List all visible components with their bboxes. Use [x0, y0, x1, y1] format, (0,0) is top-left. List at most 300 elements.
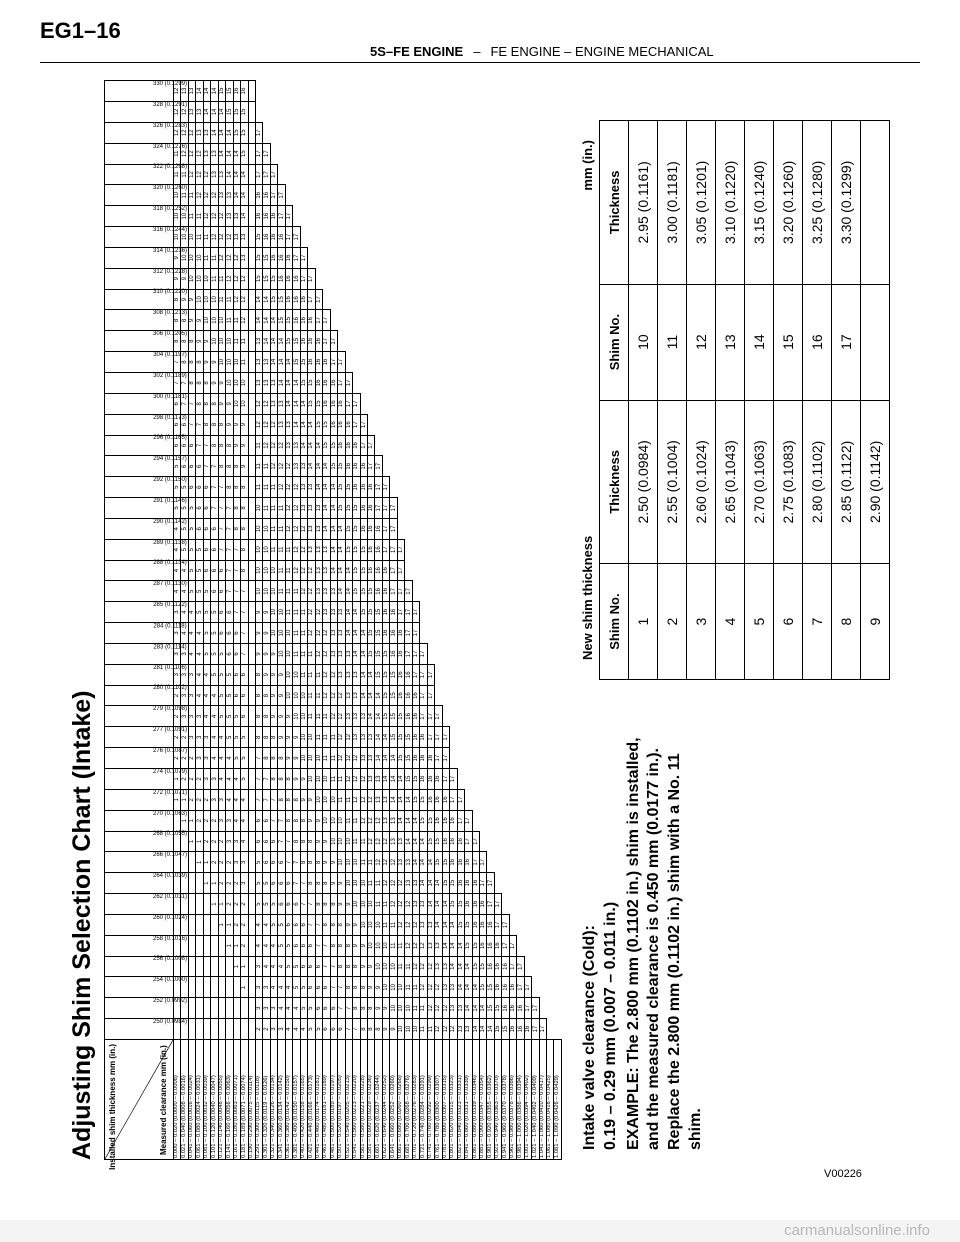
shim-cell: 5 [181, 498, 188, 519]
shim-cell: 4 [174, 518, 181, 539]
shim-cell [472, 664, 479, 685]
shim-cell: 16 [367, 518, 374, 539]
shim-cell [457, 435, 464, 456]
shim-cell: 10 [390, 998, 397, 1019]
shim-cell [345, 122, 352, 143]
shim-cell [502, 331, 509, 352]
installed-col-label: 274 (0.1079) [152, 768, 188, 775]
shim-cell: 3 [203, 748, 210, 769]
shim-cell [367, 81, 374, 102]
shim-cell: 3 [196, 727, 203, 748]
shim-cell: 6 [308, 956, 315, 977]
table-row [509, 81, 516, 1160]
shim-cell: 5 [226, 706, 233, 727]
shim-cell: 12 [345, 769, 352, 790]
watermark-bar [0, 1220, 960, 1242]
shim-cell [517, 143, 524, 164]
shim-cell: 16 [293, 289, 300, 310]
shim-cell [285, 122, 292, 143]
shim-cell [293, 102, 300, 123]
shim-cell: 13 [367, 748, 374, 769]
shim-cell [524, 435, 531, 456]
shim-cell [420, 143, 427, 164]
shim-cell: 4 [203, 664, 210, 685]
shim-cell: 15 [330, 456, 337, 477]
shim-cell [412, 331, 419, 352]
shim-cell: 12 [218, 227, 225, 248]
installed-col-header [105, 643, 187, 664]
measured-row-label: 0.821 – 0.840 (0.0323 – 0.0331) [457, 1040, 464, 1160]
shim-cell [450, 664, 457, 685]
shim-cell [487, 247, 494, 268]
table-row [188, 81, 195, 1160]
shim-cell: 10 [397, 998, 404, 1019]
shim-cell: 15 [360, 602, 367, 623]
shim-cell [412, 393, 419, 414]
shim-cell: 4 [181, 602, 188, 623]
shim-cell: 16 [255, 185, 262, 206]
table-row [308, 81, 315, 1160]
shim-no: 12 [687, 284, 716, 400]
shim-cell: 2 [203, 810, 210, 831]
shim-cell: 12 [345, 727, 352, 748]
installed-col-label: 294 (0.1157) [153, 456, 187, 463]
shim-cell [450, 602, 457, 623]
shim-cell: 7 [188, 414, 195, 435]
shim-cell: 15 [487, 977, 494, 998]
installed-col-label: 296 (0.1165) [153, 435, 187, 442]
shim-cell: 13 [315, 539, 322, 560]
shim-cell: 3 [188, 727, 195, 748]
shim-cell [375, 435, 382, 456]
shim-cell: 17 [465, 810, 472, 831]
measured-row-label: 0.981 – 1.000 (0.0386 – 0.0394) [517, 1040, 524, 1160]
shim-cell: 12 [211, 227, 218, 248]
shim-cell [465, 289, 472, 310]
shim-cell [323, 247, 330, 268]
shim-cell: 13 [435, 935, 442, 956]
shim-cell: 13 [442, 956, 449, 977]
shim-cell: 9 [255, 602, 262, 623]
shim-cell [188, 852, 195, 873]
shim-cell [442, 81, 449, 102]
shim-cell [502, 122, 509, 143]
shim-cell [539, 914, 546, 935]
shim-cell: 7 [263, 789, 270, 810]
installed-col-header [105, 623, 187, 644]
shim-cell: 10 [233, 373, 240, 394]
table-row [338, 81, 345, 1160]
shim-cell: 10 [330, 831, 337, 852]
shim-cell [554, 81, 562, 102]
shim-cell: 14 [323, 518, 330, 539]
table-row [270, 81, 277, 1160]
shim-cell: 8 [181, 331, 188, 352]
table-row [465, 81, 472, 1160]
shim-cell: 3 [241, 852, 248, 873]
shim-cell: 6 [218, 602, 225, 623]
shim-cell: 14 [375, 706, 382, 727]
shim-cell [509, 810, 516, 831]
shim-cell: 15 [255, 227, 262, 248]
shim-cell: 3 [196, 706, 203, 727]
table-row [427, 81, 434, 1160]
shim-cell: 17 [375, 456, 382, 477]
shim-cell: 16 [472, 873, 479, 894]
measured-row-label: 0.521 – 0.540 (0.0205 – 0.0213) [345, 1040, 352, 1160]
shim-cell: 6 [270, 852, 277, 873]
shim-cell: 8 [233, 518, 240, 539]
shim-cell: 9 [345, 894, 352, 915]
shim-cell: 7 [285, 852, 292, 873]
shim-cell: 12 [323, 643, 330, 664]
shim-cell: 13 [353, 706, 360, 727]
shim-cell: 7 [188, 393, 195, 414]
shim-cell: 15 [308, 393, 315, 414]
shim-cell: 16 [263, 206, 270, 227]
shim-cell [539, 977, 546, 998]
shim-cell [420, 373, 427, 394]
shim-cell: 10 [211, 289, 218, 310]
shim-cell: 15 [382, 643, 389, 664]
shim-cell: 12 [285, 518, 292, 539]
shim-cell [196, 935, 203, 956]
installed-col-header [105, 998, 188, 1019]
shim-cell: 7 [255, 769, 262, 790]
shim-cell: 5 [308, 998, 315, 1019]
shim-cell [390, 268, 397, 289]
shim-cell [360, 227, 367, 248]
shim-cell [397, 373, 404, 394]
shim-cell [509, 185, 516, 206]
shim-cell: 16 [360, 456, 367, 477]
shim-cell: 12 [263, 435, 270, 456]
example-text: EXAMPLE: The 2.800 mm (0.1102 in.) shim is installed, and the measured clearance is 0.450 mm (0.0177 in.). Replace the 2.800 mm (0.1102 in.) shim with a No. 11 shim. [624, 737, 704, 1150]
shim-cell [465, 268, 472, 289]
shim-cell: 6 [196, 477, 203, 498]
shim-cell: 6 [270, 831, 277, 852]
shim-cell: 12 [241, 268, 248, 289]
shim-cell: 6 [270, 873, 277, 894]
shim-cell: 4 [241, 810, 248, 831]
shim-cell [517, 414, 524, 435]
shim-cell [353, 143, 360, 164]
new-shim-row [658, 121, 687, 680]
shim-cell [196, 873, 203, 894]
shim-cell: 13 [270, 393, 277, 414]
shim-cell [405, 206, 412, 227]
shim-cell: 13 [465, 1019, 472, 1040]
shim-thickness: 2.70 (0.1063) [745, 400, 774, 564]
shim-cell: 13 [457, 1019, 464, 1040]
shim-cell [547, 685, 554, 706]
shim-cell: 14 [278, 373, 285, 394]
shim-cell: 17 [390, 560, 397, 581]
shim-cell: 7 [278, 810, 285, 831]
shim-cell: 8 [345, 956, 352, 977]
shim-cell [547, 456, 554, 477]
shim-cell: 16 [285, 268, 292, 289]
shim-cell [524, 810, 531, 831]
shim-cell [248, 998, 255, 1019]
shim-cell [487, 539, 494, 560]
shim-cell: 10 [255, 560, 262, 581]
shim-cell: 10 [278, 623, 285, 644]
installed-col-header [105, 789, 188, 810]
shim-cell: 4 [181, 623, 188, 644]
shim-cell [420, 414, 427, 435]
shim-cell [524, 456, 531, 477]
shim-cell [509, 122, 516, 143]
shim-cell: 6 [181, 435, 188, 456]
measured-row-label: 0.661 – 0.680 (0.0260 – 0.0268) [397, 1040, 404, 1160]
shim-cell [457, 581, 464, 602]
shim-cell [547, 852, 554, 873]
shim-cell: 13 [330, 602, 337, 623]
table-row [382, 81, 389, 1160]
shim-cell [465, 81, 472, 102]
shim-cell: 6 [315, 998, 322, 1019]
shim-cell: 10 [293, 706, 300, 727]
shim-cell [315, 102, 322, 123]
shim-cell: 4 [211, 727, 218, 748]
shim-cell: 7 [218, 518, 225, 539]
shim-cell: 11 [255, 477, 262, 498]
shim-cell: 11 [285, 560, 292, 581]
shim-cell: 12 [233, 268, 240, 289]
shim-cell [360, 289, 367, 310]
shim-cell [554, 539, 562, 560]
shim-cell: 5 [174, 498, 181, 519]
installed-col-label: 312 (0.1228) [152, 268, 188, 275]
shim-cell: 4 [211, 706, 218, 727]
shim-cell [188, 1019, 195, 1040]
shim-cell: 9 [226, 393, 233, 414]
table-row [397, 81, 404, 1160]
shim-cell [539, 289, 546, 310]
shim-cell [248, 247, 255, 268]
shim-cell [285, 102, 292, 123]
shim-cell [554, 373, 562, 394]
shim-cell: 6 [188, 435, 195, 456]
shim-cell [353, 268, 360, 289]
shim-cell: 5 [233, 706, 240, 727]
shim-cell: 5 [203, 581, 210, 602]
shim-cell: 8 [203, 414, 210, 435]
shim-cell: 13 [285, 435, 292, 456]
shim-cell [539, 560, 546, 581]
shim-cell [532, 706, 539, 727]
installed-col-header [105, 560, 187, 581]
installed-col-header [105, 852, 188, 873]
shim-cell [554, 664, 562, 685]
shim-cell: 10 [338, 852, 345, 873]
shim-cell: 13 [353, 664, 360, 685]
shim-cell [547, 122, 554, 143]
shim-cell: 16 [300, 331, 307, 352]
shim-cell: 7 [226, 560, 233, 581]
shim-cell [547, 873, 554, 894]
shim-cell: 8 [263, 748, 270, 769]
shim-cell [412, 518, 419, 539]
shim-cell: 8 [315, 873, 322, 894]
shim-cell [397, 164, 404, 185]
shim-cell: 8 [218, 414, 225, 435]
shim-cell [547, 143, 554, 164]
shim-cell: 12 [300, 581, 307, 602]
shim-cell: 11 [300, 602, 307, 623]
shim-cell: 6 [241, 664, 248, 685]
shim-cell: 5 [196, 602, 203, 623]
shim-cell: 13 [300, 456, 307, 477]
shim-cell: 14 [345, 623, 352, 644]
shim-cell [442, 310, 449, 331]
shim-cell: 2 [181, 769, 188, 790]
shim-cell: 13 [412, 894, 419, 915]
installed-col-header [105, 477, 187, 498]
shim-cell: 7 [218, 477, 225, 498]
shim-cell: 8 [241, 477, 248, 498]
shim-cell: 5 [255, 894, 262, 915]
shim-cell [308, 247, 315, 268]
shim-cell: 16 [360, 477, 367, 498]
shim-cell: 1 [226, 935, 233, 956]
shim-cell: 12 [211, 206, 218, 227]
shim-cell: 15 [345, 518, 352, 539]
table-row [524, 81, 531, 1160]
shim-cell: 10 [241, 393, 248, 414]
shim-cell [494, 518, 501, 539]
shim-cell [472, 518, 479, 539]
shim-cell: 13 [211, 164, 218, 185]
shim-cell [412, 498, 419, 519]
shim-cell [442, 289, 449, 310]
shim-cell: 10 [397, 977, 404, 998]
shim-cell [457, 164, 464, 185]
shim-cell [450, 164, 457, 185]
shim-cell [390, 456, 397, 477]
shim-cell: 10 [338, 831, 345, 852]
shim-cell [465, 727, 472, 748]
shim-cell: 8 [188, 331, 195, 352]
shim-cell: 16 [345, 435, 352, 456]
shim-cell [450, 247, 457, 268]
shim-cell: 13 [435, 956, 442, 977]
shim-cell [487, 643, 494, 664]
shim-cell: 14 [450, 914, 457, 935]
shim-cell: 11 [360, 831, 367, 852]
shim-cell: 14 [308, 435, 315, 456]
installed-col-label: 266 (0.1047) [152, 852, 188, 859]
shim-cell: 12 [390, 894, 397, 915]
shim-cell: 6 [315, 956, 322, 977]
shim-cell [539, 393, 546, 414]
shim-cell [382, 102, 389, 123]
shim-cell: 14 [487, 1019, 494, 1040]
shim-cell [509, 289, 516, 310]
shim-cell [427, 518, 434, 539]
shim-cell: 16 [367, 477, 374, 498]
shim-cell [554, 268, 562, 289]
new-shim-row [832, 121, 861, 680]
shim-cell [300, 164, 307, 185]
shim-cell: 15 [255, 247, 262, 268]
shim-cell: 4 [188, 602, 195, 623]
shim-cell [517, 664, 524, 685]
shim-cell [330, 227, 337, 248]
shim-cell: 8 [367, 1019, 374, 1040]
shim-cell [218, 1019, 225, 1040]
shim-cell [494, 727, 501, 748]
shim-cell: 16 [412, 727, 419, 748]
shim-cell [524, 602, 531, 623]
shim-cell: 11 [360, 852, 367, 873]
shim-cell: 4 [218, 748, 225, 769]
shim-cell: 6 [218, 581, 225, 602]
table-row [278, 81, 285, 1160]
shim-cell [450, 393, 457, 414]
shim-cell [420, 352, 427, 373]
shim-cell [532, 268, 539, 289]
shim-cell [554, 831, 562, 852]
shim-cell [487, 227, 494, 248]
shim-cell: 16 [524, 1019, 531, 1040]
shim-cell [502, 102, 509, 123]
shim-cell [509, 664, 516, 685]
shim-cell [330, 164, 337, 185]
shim-cell: 13 [315, 560, 322, 581]
shim-cell: 9 [293, 769, 300, 790]
shim-cell: 10 [285, 664, 292, 685]
shim-cell [450, 456, 457, 477]
shim-cell [442, 581, 449, 602]
shim-cell [457, 81, 464, 102]
shim-cell: 15 [375, 623, 382, 644]
shim-cell: 11 [300, 623, 307, 644]
shim-cell: 17 [442, 748, 449, 769]
shim-cell [494, 581, 501, 602]
measured-row-label: 0.441 – 0.460 (0.0174 – 0.0181) [315, 1040, 322, 1160]
shim-cell: 8 [188, 373, 195, 394]
shim-cell: 10 [188, 247, 195, 268]
shim-cell [450, 560, 457, 581]
shim-cell: 9 [233, 414, 240, 435]
shim-cell [547, 998, 554, 1019]
shim-cell [472, 498, 479, 519]
shim-cell: 11 [278, 581, 285, 602]
shim-cell: 8 [211, 414, 218, 435]
shim-cell: 6 [233, 685, 240, 706]
installed-col-label: 291 (0.1146) [153, 498, 187, 505]
shim-cell: 8 [330, 935, 337, 956]
shim-cell [547, 206, 554, 227]
shim-cell: 15 [442, 873, 449, 894]
shim-cell: 16 [435, 769, 442, 790]
shim-cell [517, 935, 524, 956]
shim-cell: 5 [263, 873, 270, 894]
shim-cell: 13 [188, 81, 195, 102]
shim-cell [375, 185, 382, 206]
shim-cell: 14 [308, 456, 315, 477]
shim-cell [420, 206, 427, 227]
shim-cell: 1 [218, 894, 225, 915]
shim-cell: 1 [181, 789, 188, 810]
shim-cell [457, 289, 464, 310]
shim-cell: 15 [323, 435, 330, 456]
shim-cell [554, 227, 562, 248]
installed-col-label: 279 (0.1098) [152, 706, 188, 713]
shim-cell [532, 206, 539, 227]
